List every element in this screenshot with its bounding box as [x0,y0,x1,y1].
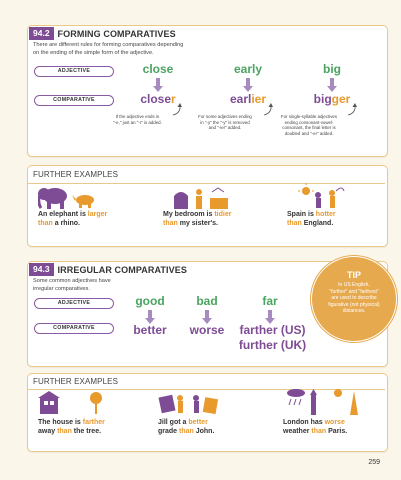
rule-note-e: If the adjective ends in "-e," just an "-r" is added. [113,114,162,125]
bedroom-icon [172,186,232,210]
down-arrow-icon [202,310,212,324]
adjective-bad: bad [196,294,218,308]
comparative-closer: closer [140,92,176,106]
comparative-worse: worse [189,323,225,337]
example-grade: Jill got a better grade than John. [158,419,215,435]
section-heading-94-2 [29,27,176,40]
adjective-label: ADJECTIVE [34,298,114,309]
down-arrow-icon [153,78,163,92]
example-spain: Spain is hotter than England. [287,211,336,227]
house-tree-icon [38,391,108,415]
section-heading-94-3 [29,263,187,276]
section-number: 94.3 [29,263,54,276]
rule-note-cvc: For single-syllable adjectives ending consonant-vowel- consonant, the final letter is doubled and "-er" added. [280,114,338,136]
adjective-good: good [135,294,165,308]
example-house: The house is farther away than the tree. [38,419,105,435]
tip-bubble [311,256,397,342]
page-number: 259 [368,459,380,466]
adjective-close: close [142,62,174,76]
section-number: 94.2 [29,27,54,40]
adjective-big: big [323,62,341,76]
rhino-icon [72,192,96,208]
example-weather: London has worse weather than Paris. [283,419,348,435]
comparative-label: COMPARATIVE [34,95,114,106]
tip-heading: TIP [346,270,361,280]
section-title: IRREGULAR COMPARATIVES [57,264,187,275]
section-title: FORMING COMPARATIVES [57,28,176,39]
example-bedroom: My bedroom is tidier than my sister's. [163,211,232,227]
comparative-label: COMPARATIVE [34,323,114,334]
elephant-icon [38,186,74,210]
comparative-farther-us: farther (US) [239,323,306,337]
adjective-far: far [262,294,278,308]
tip-body: In US English, "further" and "farthest" are used to describe figurative (not physical) distances. [328,282,380,314]
down-arrow-icon [327,78,337,92]
adjective-early: early [233,62,263,76]
comparative-bigger: bigger [313,92,351,106]
section-intro: There are different rules for forming comparatives depending on the ending of the simple form of the adjective. [33,42,184,56]
down-arrow-icon [265,310,275,324]
down-arrow-icon [145,310,155,324]
comparative-further-uk: further (UK) [238,338,307,352]
sun-people-icon [296,183,346,209]
down-arrow-icon [243,78,253,92]
weather-london-paris-icon [286,387,366,417]
rule-note-y: For some adjectives ending in "-y" the "-y" is removed and "-ier" added. [198,114,252,131]
students-grade-icon [158,390,222,416]
further-examples-title: FURTHER EXAMPLES [33,377,119,386]
comparative-better: better [133,323,167,337]
comparative-earlier: earlier [229,92,267,106]
example-elephant: An elephant is larger than a rhino. [38,211,108,227]
adjective-label: ADJECTIVE [34,66,114,77]
section-intro: Some common adjectives have irregular comparatives. [33,278,111,292]
further-examples-title: FURTHER EXAMPLES [33,170,119,179]
